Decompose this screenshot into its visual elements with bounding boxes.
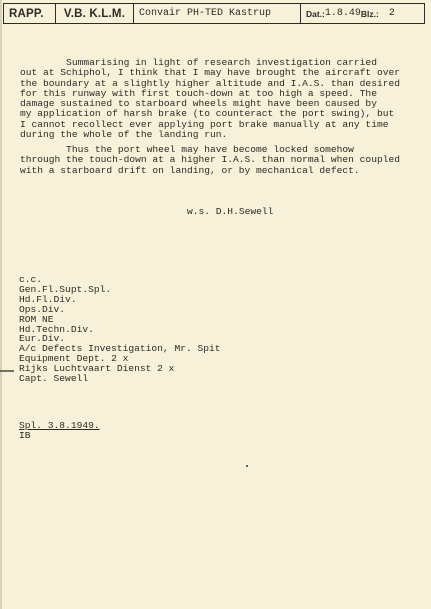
header-organisation: V.B. K.L.M.	[56, 4, 134, 23]
text-line: during the whole of the landing run.	[20, 129, 228, 141]
distribution-item: Eur.Div.	[19, 333, 66, 345]
text-line: I cannot recollect ever applying port brake manually at any time	[20, 118, 389, 130]
distribution-item: Hd.Techn.Div.	[19, 323, 94, 335]
reference-initials: IB	[19, 430, 31, 442]
reference-block	[19, 421, 100, 442]
header-subject: Convair PH-TED Kastrup	[134, 4, 301, 23]
text-line: the boundary at a slightly higher altitude and I.A.S. than desired	[20, 77, 400, 89]
distribution-list	[19, 275, 221, 384]
text-line: my application of harsh brake (to counteract the port swing), but	[20, 108, 395, 120]
date-value: 1.8.49	[324, 8, 361, 19]
report-header	[3, 3, 425, 24]
distribution-item: Hd.Fl.Div.	[19, 293, 77, 305]
ink-speck	[246, 465, 248, 467]
page-label: Blz.:	[360, 8, 379, 19]
page-edge-shadow	[0, 0, 2, 609]
text-line: for this runway with first touch-down at too high a speed. The	[20, 87, 377, 99]
reference-date: Spl. 3.8.1949.	[19, 420, 100, 431]
distribution-item: c.c.	[19, 274, 43, 285]
text-line: through the touch-down at a higher I.A.S. than normal when coupled	[20, 154, 400, 166]
margin-pen-mark	[0, 370, 14, 372]
distribution-item: Ops.Div.	[19, 303, 66, 315]
text-line: Thus the port wheel may have become locked somehow	[20, 144, 354, 155]
date-label: Dat.:	[306, 8, 325, 19]
distribution-item: Rijks Luchtvaart Dienst 2 x	[19, 363, 175, 375]
text-line: damage sustained to starboard wheels might have been caused by	[20, 98, 377, 110]
signature: w.s. D.H.Sewell	[187, 206, 274, 217]
header-report-label: RAPP.	[4, 4, 56, 23]
header-date-page	[301, 4, 424, 23]
distribution-item: Gen.Fl.Supt.Spl.	[19, 283, 112, 295]
paragraph-conclusion	[20, 145, 420, 176]
paragraph-summary	[20, 58, 420, 140]
text-line: Summarising in light of research investigation carried	[20, 57, 377, 68]
distribution-item: ROM NE	[19, 313, 54, 325]
distribution-item: Capt. Sewell	[19, 373, 89, 385]
text-line: with a starboard drift on landing, or by mechanical defect.	[20, 164, 360, 176]
text-line: out at Schiphol, I think that I may have brought the aircraft over	[20, 67, 400, 79]
distribution-item: Equipment Dept. 2 x	[19, 353, 129, 365]
distribution-item: A/c Defects Investigation, Mr. Spit	[19, 343, 221, 355]
page-number: 2	[388, 8, 395, 19]
